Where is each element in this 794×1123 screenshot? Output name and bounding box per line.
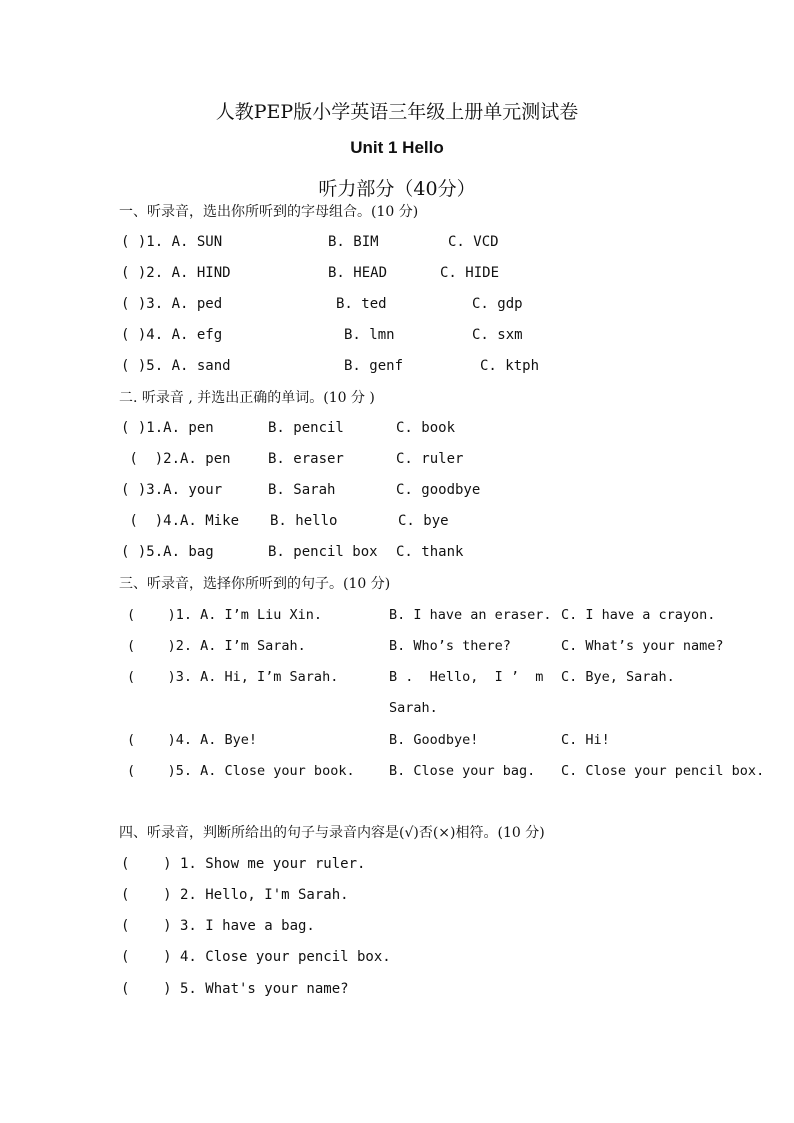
- unit-subtitle: Unit 1 Hello: [350, 138, 444, 157]
- section2-item: [121, 542, 721, 562]
- option-a: ( )1. A. I’m Liu Xin.: [127, 607, 323, 623]
- section1-item: [121, 356, 721, 376]
- option-c: C. Close your pencil box.: [561, 763, 765, 779]
- option-a: ( )2. A. HIND: [121, 265, 231, 281]
- section3-wrap: Sarah.: [389, 700, 438, 716]
- section1-item: [121, 294, 721, 314]
- option-c: C. thank: [396, 544, 464, 560]
- section1-item: [121, 325, 721, 345]
- option-c: C. Hi!: [561, 732, 610, 748]
- option-a: ( )4. A. efg: [121, 327, 223, 343]
- option-c: C. bye: [398, 513, 449, 529]
- option-c: C. VCD: [448, 234, 499, 250]
- section4-item: ( ) 5. What's your name?: [121, 981, 349, 997]
- option-c: C. What’s your name?: [561, 638, 724, 654]
- section4-item: ( ) 2. Hello, I'm Sarah.: [121, 887, 349, 903]
- option-c: C. Bye, Sarah.: [561, 669, 675, 685]
- page-title: 人教PEP版小学英语三年级上册单元测试卷: [215, 101, 579, 123]
- option-a: ( )5. A. sand: [121, 358, 231, 374]
- option-a: ( )3. A. ped: [121, 296, 223, 312]
- option-b: B. Close your bag.: [389, 763, 536, 779]
- section1-item: [121, 232, 721, 252]
- option-a: ( )1. A. SUN: [121, 234, 223, 250]
- section3-item: [127, 605, 787, 625]
- option-c: C. I have a crayon.: [561, 607, 716, 623]
- part-heading: 听力部分（40分）: [318, 178, 476, 200]
- section3-item: [127, 730, 787, 750]
- option-b: B. HEAD: [328, 265, 388, 281]
- option-c: C. ruler: [396, 451, 464, 467]
- option-c: C. gdp: [472, 296, 523, 312]
- option-a: ( )2. A. I’m Sarah.: [127, 638, 306, 654]
- option-b: B. Goodbye!: [389, 732, 479, 748]
- option-c: C. book: [396, 420, 456, 436]
- option-a: ( )3.A. your: [121, 482, 223, 498]
- section1-item: [121, 263, 721, 283]
- section2-item: [121, 480, 721, 500]
- option-a: ( )1.A. pen: [121, 420, 214, 436]
- option-b: B. I have an eraser.: [389, 607, 552, 623]
- section4-item: ( ) 1. Show me your ruler.: [121, 856, 366, 872]
- option-b: B. hello: [270, 513, 338, 529]
- section2-item: [121, 418, 721, 438]
- option-c: C. HIDE: [440, 265, 500, 281]
- option-a: ( )3. A. Hi, I’m Sarah.: [127, 669, 339, 685]
- section4-heading: 四、听录音，判断所给出的句子与录音内容是(√)否(×)相符。(10 分): [119, 825, 545, 841]
- option-b: B. eraser: [268, 451, 344, 467]
- option-c: C. goodbye: [396, 482, 481, 498]
- option-c: C. ktph: [480, 358, 540, 374]
- option-b: B. pencil box: [268, 544, 378, 560]
- section2-item: [121, 449, 721, 469]
- section3-item: [127, 761, 787, 781]
- section4-item: ( ) 4. Close your pencil box.: [121, 949, 391, 965]
- option-b: B. lmn: [344, 327, 395, 343]
- section2-item: [121, 511, 721, 531]
- section4-item: ( ) 3. I have a bag.: [121, 918, 315, 934]
- option-c: C. sxm: [472, 327, 523, 343]
- option-b: B. Who’s there?: [389, 638, 511, 654]
- section3-item: [127, 636, 787, 656]
- option-b: B. pencil: [268, 420, 344, 436]
- option-a: ( )5.A. bag: [121, 544, 214, 560]
- section3-item: [127, 667, 787, 687]
- option-a: ( )2.A. pen: [121, 451, 231, 467]
- option-a: ( )4.A. Mike: [121, 513, 240, 529]
- option-b: B. Sarah: [268, 482, 336, 498]
- section2-heading: 二. 听录音 , 并选出正确的单词。(10 分 ): [119, 390, 375, 406]
- option-a: ( )5. A. Close your book.: [127, 763, 355, 779]
- option-b: B. BIM: [328, 234, 379, 250]
- section1-heading: 一、听录音，选出你所听到的字母组合。(10 分): [119, 204, 419, 220]
- option-a: ( )4. A. Bye!: [127, 732, 258, 748]
- option-b: B. ted: [336, 296, 387, 312]
- option-b: B. genf: [344, 358, 404, 374]
- option-b: B . Hello, I ’ m: [389, 669, 544, 685]
- section3-heading: 三、听录音，选择你所听到的句子。(10 分): [119, 576, 391, 592]
